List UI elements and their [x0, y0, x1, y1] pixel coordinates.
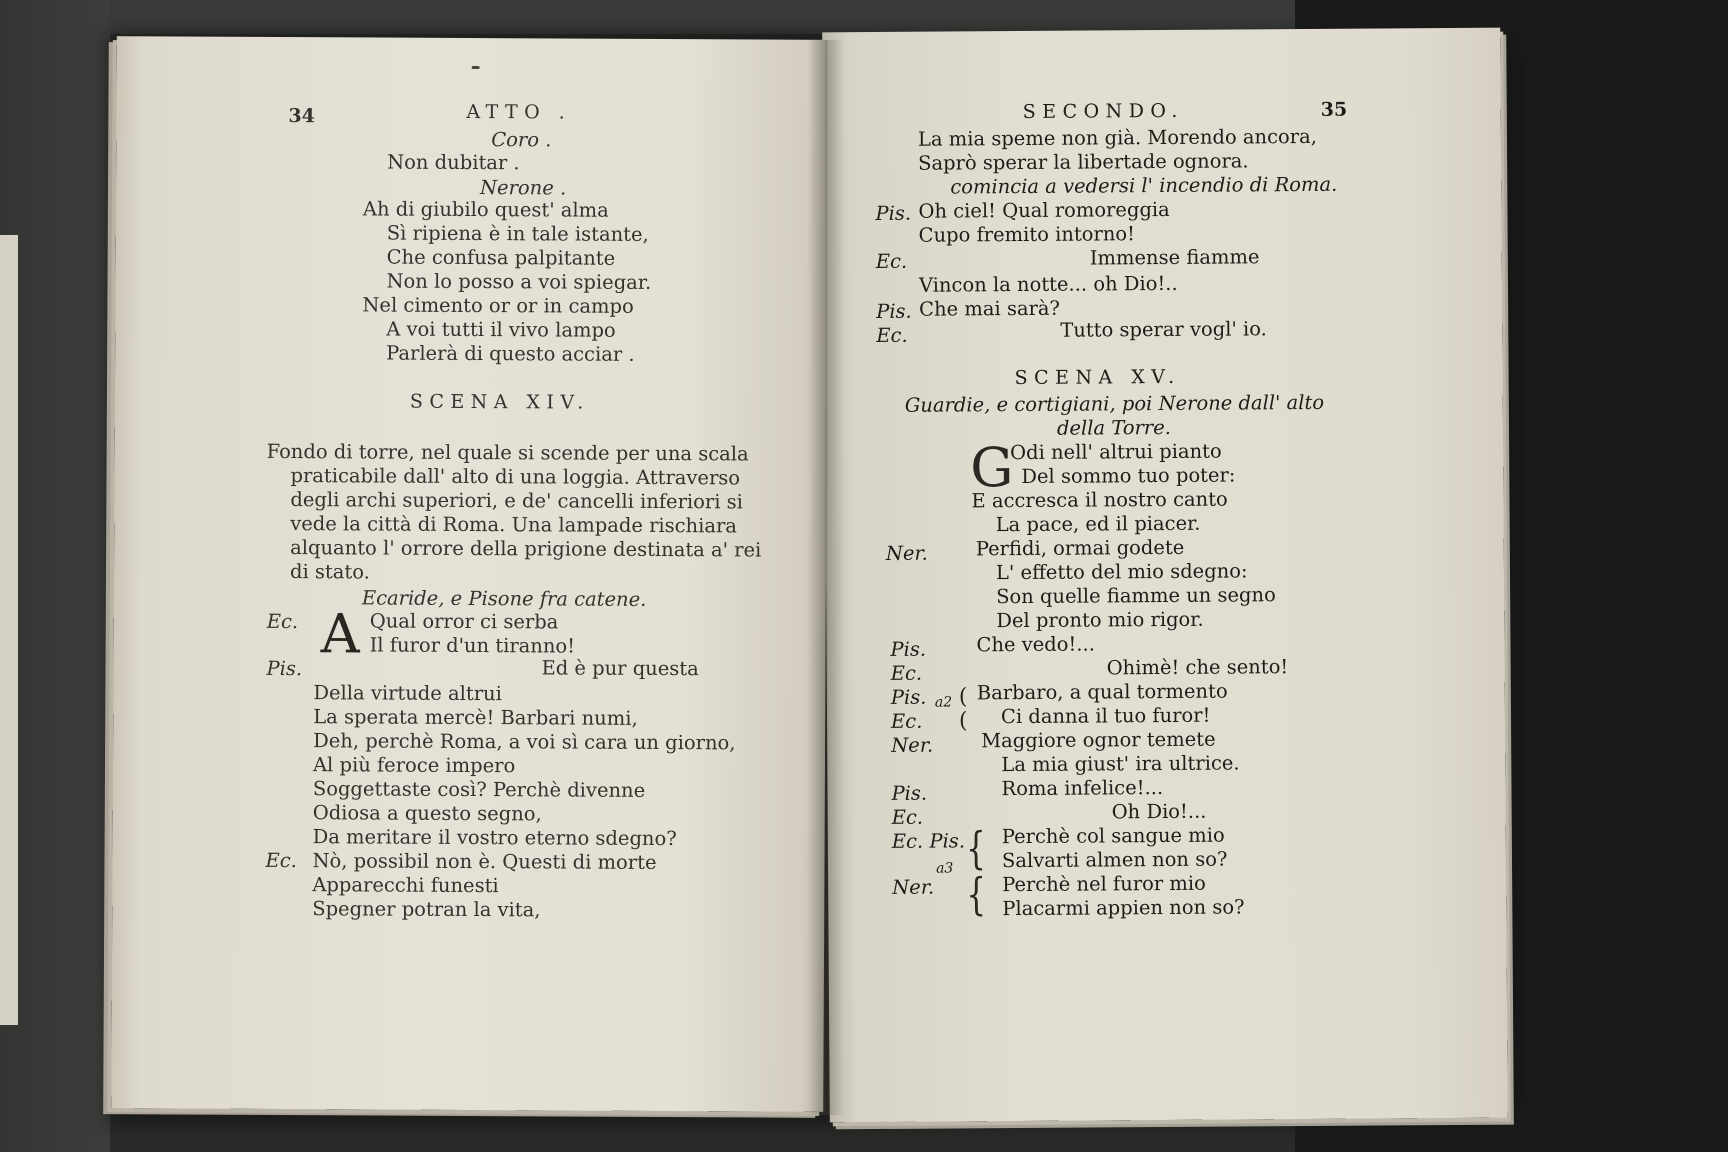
- verse-line: Odi nell' altrui pianto: [1010, 439, 1222, 465]
- stage-direction-line: Fondo di torre, nel quale si scende per una scala: [266, 439, 749, 466]
- verse-line: Perfidi, ormai godete: [975, 535, 1185, 561]
- running-head: SECONDO.: [1022, 99, 1184, 123]
- verse-line: Del pronto mio rigor.: [996, 607, 1204, 633]
- speaker-label: Ner.: [885, 541, 928, 565]
- speaker-label: Ec.: [876, 323, 908, 348]
- verse-line: Parlerà di questo acciar .: [386, 341, 635, 366]
- verse-line: Salvarti almen non so?: [1001, 847, 1228, 873]
- character-list: Guardie, e cortigiani, poi Nerone dall' alto: [904, 390, 1325, 417]
- verse-line: Da meritare il vostro eterno sdegno?: [312, 825, 677, 851]
- verse-line: Ohimè! che sento!: [1106, 655, 1289, 680]
- verse-line: A voi tutti il vivo lampo: [386, 317, 616, 342]
- character-list: Ecaride, e Pisone fra catene.: [361, 586, 647, 611]
- ink-fleck: [472, 66, 480, 69]
- page-number: 34: [288, 105, 315, 128]
- left-brace: {: [966, 869, 987, 921]
- speaker-label: Ner.: [892, 875, 935, 899]
- verse-line: Che vedo!...: [976, 632, 1095, 657]
- verse-line: Son quelle fiamme un segno: [996, 583, 1276, 609]
- verse-line: Non dubitar .: [387, 150, 520, 175]
- verse-line: Che confusa palpitante: [386, 245, 616, 270]
- stage-direction-line: di stato.: [289, 560, 370, 584]
- verse-line: Al più feroce impero: [312, 753, 516, 778]
- speaker-label: Ec.: [875, 249, 908, 274]
- verse-line: Odiosa a questo segno,: [312, 801, 542, 826]
- verse-line: Oh ciel! Qual romoreggia: [918, 197, 1170, 223]
- speaker-label: Pis.: [890, 637, 927, 661]
- verse-line: Spegner potran la vita,: [312, 897, 541, 922]
- page-number: 35: [1320, 98, 1348, 121]
- speaker-label: Pis.: [875, 201, 912, 226]
- left-page: [111, 36, 829, 1112]
- background: [0, 0, 1295, 34]
- left-brace: (: [958, 708, 968, 734]
- speaker-heading: Coro .: [491, 128, 552, 152]
- verse-line: Sì ripiena è in tale istante,: [386, 221, 649, 246]
- scene-heading: SCENA XV.: [1014, 365, 1181, 390]
- drop-cap: G: [970, 436, 1014, 500]
- left-brace: (: [958, 684, 968, 710]
- verse-line: Il furor d'un tiranno!: [369, 633, 576, 658]
- ensemble-marker: a3: [935, 860, 954, 877]
- verse-line: Soggettaste così? Perchè divenne: [312, 777, 646, 802]
- verse-line: Del sommo tuo poter:: [1021, 463, 1236, 489]
- verse-line: Qual orror ci serba: [369, 609, 559, 634]
- verse-line: Tutto sperar vogl' io.: [1060, 317, 1267, 342]
- speaker-label: Ec.: [890, 661, 923, 685]
- verse-line: Cupo fremito intorno!: [918, 222, 1136, 247]
- drop-cap: A: [320, 602, 360, 666]
- stage-direction-line: alquanto l' orrore della prigione destinata a' rei: [290, 536, 762, 562]
- speaker-label: Ec. Pis.: [891, 829, 966, 853]
- verse-line: L' effetto del mio sdegno:: [995, 559, 1248, 585]
- speaker-label: Ner.: [891, 733, 934, 757]
- stage-direction-line: vede la città di Roma. Una lampade rischiara: [290, 512, 738, 538]
- verse-line: Vincon la notte... oh Dio!..: [918, 271, 1178, 297]
- verse-line: Che mai sarà?: [919, 296, 1061, 321]
- ensemble-marker: a2: [934, 694, 953, 711]
- verse-line: Ci danna il tuo furor!: [1000, 703, 1211, 729]
- verse-line: Perchè col sangue mio: [1001, 823, 1225, 849]
- stage-direction-line: praticabile dall' alto di una loggia. Attraverso: [290, 464, 741, 490]
- verse-line: Apparecchi funesti: [312, 873, 499, 898]
- verse-line: Nò, possibil non è. Questi di morte: [312, 849, 657, 874]
- speaker-label: Pis.: [266, 656, 303, 681]
- verse-line: Maggiore ognor temete: [981, 727, 1216, 753]
- verse-line: La sperata mercè! Barbari numi,: [313, 705, 638, 730]
- book-gutter: [808, 40, 844, 1115]
- left-brace: {: [965, 823, 986, 875]
- speaker-label: Pis.: [891, 781, 928, 805]
- running-head: ATTO .: [466, 100, 572, 124]
- speaker-label: Ec.: [890, 709, 923, 733]
- verse-line: Ah di giubilo quest' alma: [362, 197, 609, 222]
- verse-line: Non lo posso a voi spiegar.: [386, 269, 652, 294]
- verse-line: Perchè nel furor mio: [1002, 871, 1206, 897]
- speaker-label: Pis.: [890, 685, 927, 709]
- verse-line: Deh, perchè Roma, a voi sì cara un giorno,: [313, 729, 736, 755]
- stage-direction-line: degli archi superiori, e de' cancelli inferiori si: [290, 488, 743, 514]
- verse-line: Barbaro, a qual tormento: [976, 679, 1228, 705]
- verse-line: Della virtude altrui: [313, 681, 502, 706]
- verse-line: Nel cimento or or in campo: [362, 293, 634, 318]
- speaker-label: Ec.: [891, 805, 924, 829]
- verse-line: Saprò sperar la libertade ognora.: [918, 149, 1249, 175]
- verse-line: Oh Dio!...: [1111, 799, 1207, 824]
- right-page: [822, 28, 1508, 1123]
- verse-line: Roma infelice!...: [1001, 776, 1164, 801]
- verse-line: La pace, ed il piacer.: [995, 511, 1201, 537]
- scene-heading: SCENA XIV.: [409, 390, 590, 414]
- loose-leaf-edge: [0, 235, 18, 1025]
- character-list: della Torre.: [1056, 415, 1171, 440]
- speaker-label: Pis.: [876, 299, 912, 324]
- verse-line: E accresca il nostro canto: [971, 487, 1228, 513]
- verse-line: La mia speme non già. Morendo ancora,: [917, 124, 1317, 151]
- verse-line: Placarmi appien non so?: [1002, 895, 1245, 921]
- verse-line: Immense fiamme: [1089, 245, 1260, 270]
- speaker-label: Ec.: [265, 848, 297, 873]
- stage-direction-line: comincia a vedersi l' incendio di Roma.: [950, 172, 1338, 199]
- verse-line: La mia giust' ira ultrice.: [1001, 751, 1240, 777]
- speaker-label: Ec.: [266, 609, 299, 634]
- speaker-heading: Nerone .: [479, 176, 567, 200]
- verse-line: Ed è pur questa: [541, 656, 699, 681]
